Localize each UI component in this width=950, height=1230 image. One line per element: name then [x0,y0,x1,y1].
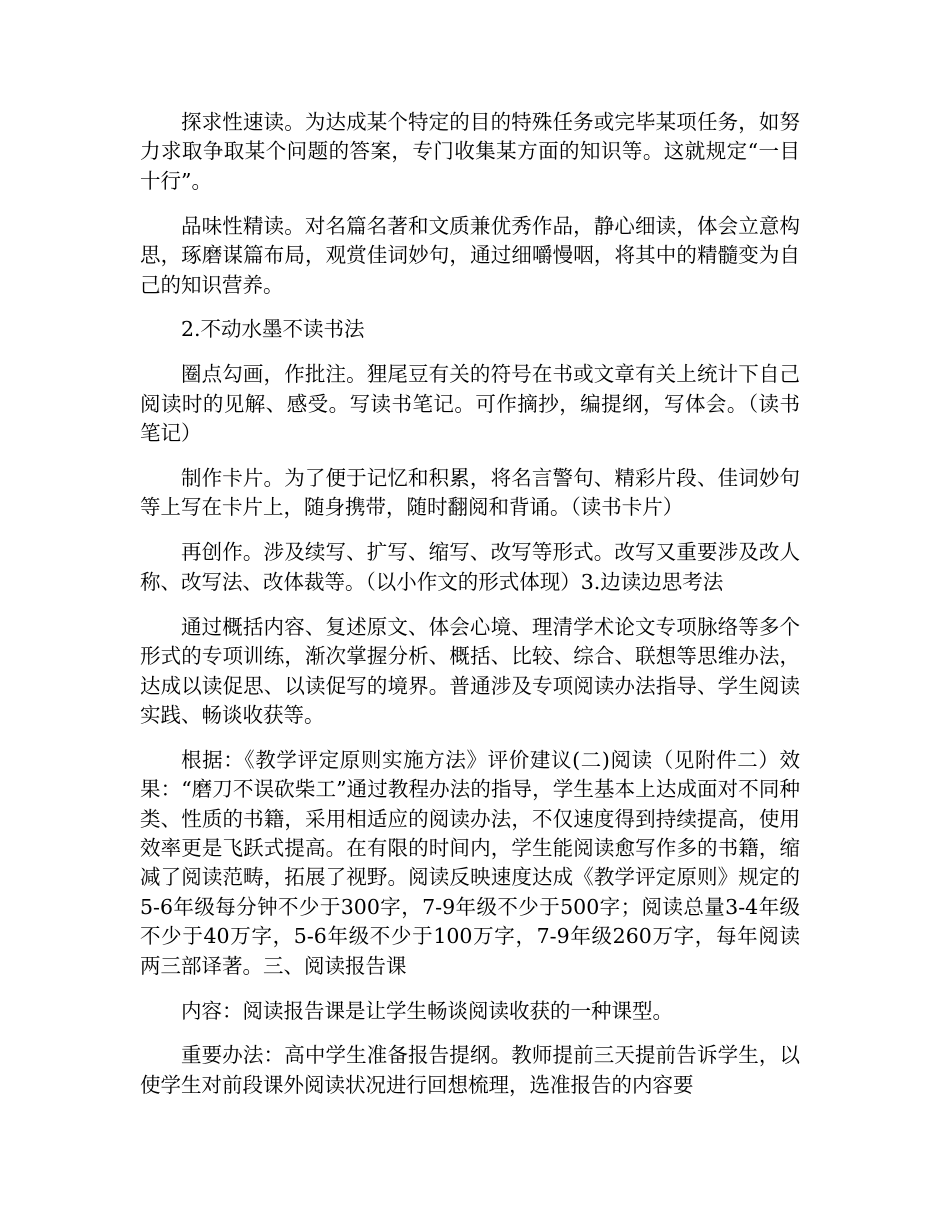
paragraph-making-cards: 制作卡片。为了便于记忆和积累，将名言警句、精彩片段、佳词妙句等上写在卡片上，随身携带，随时翻阅和背诵。（读书卡片） [140,466,800,520]
paragraph-basis-and-effect: 根据：《教学评定原则实施方法》评价建议(二)阅读（见附件二）效果：“磨刀不误砍柴工”通过教程办法的指导，学生基本上达成面对不同种类、性质的书籍，采用相适应的阅读办法，不仅速度得到持续提高，使用效率更是飞跃式提高。在有限的时间内，学生能阅读愈写作多的书籍，缩减了阅读范畴，拓展了视野。阅读反映速度达成《教学评定原则》规定的5-6年级每分钟不少于300字，7-9年级不少于500字；阅读总量3-4年级不少于40万字，5-6年级不少于100万字，7-9年级260万字，每年阅读两三部译著。三、阅读报告课 [140,747,800,978]
paragraph-report-content: 内容：阅读报告课是让学生畅谈阅读收获的一种课型。 [181,998,673,1023]
paragraph-report-method: 重要办法：高中学生准备报告提纲。教师提前三天提前告诉学生，以使学生对前段课外阅读状况进行回想梳理，选准报告的内容要 [140,1043,800,1097]
paragraph-recreation: 再创作。涉及续写、扩写、缩写、改写等形式。改写又重要涉及改人称、改写法、改体裁等。（以小作文的形式体现）3.边读边思考法 [140,540,800,594]
paragraph-exploratory-speed-reading: 探求性速读。为达成某个特定的目的特殊任务或完毕某项任务，如努力求取争取某个问题的答案，专门收集某方面的知识等。这就规定“一目十行”。 [140,110,800,193]
paragraph-appreciative-close-reading: 品味性精读。对名篇名著和文质兼优秀作品，静心细读，体会立意构思，琢磨谋篇布局，观赏佳词妙句，通过细嚼慢咽，将其中的精髓变为自己的知识营养。 [140,213,800,297]
section-heading-ink-reading-method: 2.不动水墨不读书法 [181,317,365,342]
paragraph-thinking-training: 通过概括内容、复述原文、体会心境、理清学术论文专项脉络等多个形式的专项训练，渐次掌握分析、概括、比较、综合、联想等思维办法，达成以读促思、以读促写的境界。普通涉及专项阅读办法指导、学生阅读实践、畅谈收获等。 [140,614,800,727]
document-page [140,108,800,1116]
paragraph-annotation: 圈点勾画，作批注。狸尾豆有关的符号在书或文章有关上统计下自己阅读时的见解、感受。写读书笔记。可作摘抄，编提纲，写体会。（读书笔记） [140,362,800,446]
